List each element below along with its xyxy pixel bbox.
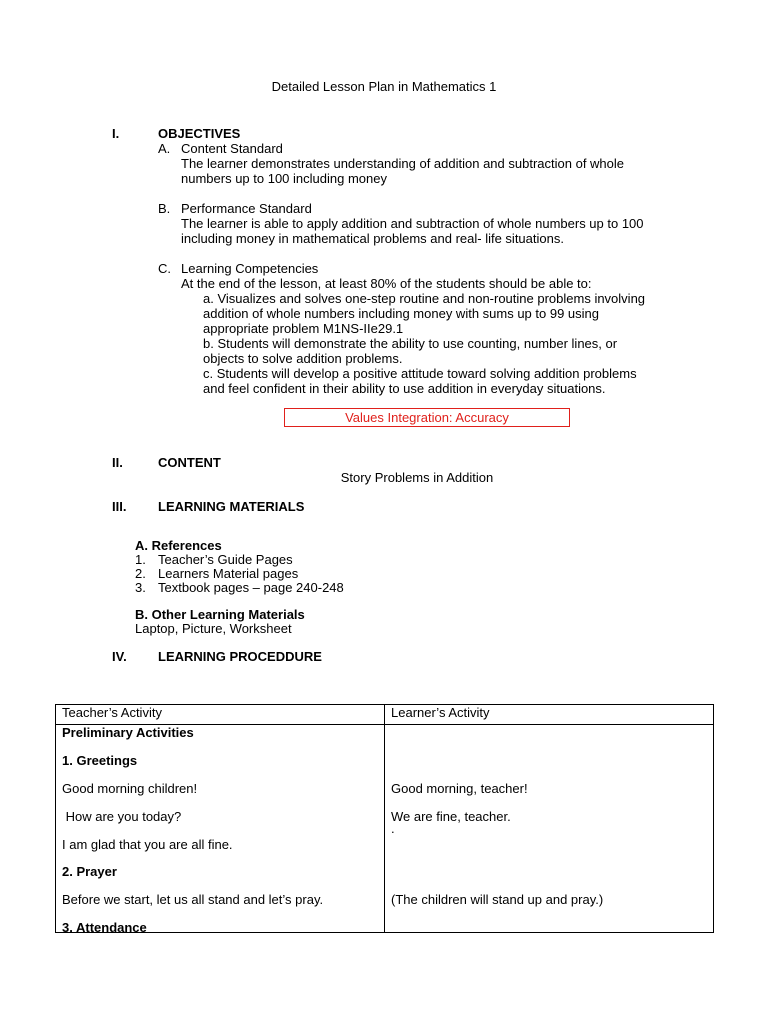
competency-b-line2: objects to solve addition problems. — [203, 351, 403, 366]
other-materials-title: B. Other Learning Materials — [135, 607, 305, 622]
reference-num-2: 2. — [135, 566, 146, 581]
learner-activity-cell — [385, 725, 714, 933]
performance-standard-line1: The learner is able to apply addition and subtraction of whole numbers up to 100 — [181, 216, 644, 231]
competencies-intro: At the end of the lesson, at least 80% of the students should be able to: — [181, 276, 592, 291]
values-integration-box: Values Integration: Accuracy — [284, 408, 570, 427]
objectives-heading: OBJECTIVES — [158, 126, 241, 141]
competency-a-line2: addition of whole numbers including money with sums up to 99 using — [203, 306, 600, 321]
procedure-table — [55, 704, 714, 933]
teacher-glad: I am glad that you are all fine. — [62, 837, 233, 852]
attendance-label: 3. Attendance — [62, 920, 147, 935]
competency-a-line3: appropriate problem M1NS-IIe29.1 — [203, 321, 404, 336]
section-numeral-4: IV. — [112, 649, 127, 664]
reference-item-1: Teacher’s Guide Pages — [158, 552, 293, 567]
teacher-how-are-you: How are you today? — [62, 809, 182, 824]
learner-dot: . — [391, 821, 395, 836]
reference-item-3: Textbook pages – page 240-248 — [158, 580, 344, 595]
materials-heading: LEARNING MATERIALS — [158, 499, 305, 514]
content-standard-title: Content Standard — [181, 141, 283, 156]
other-materials-text: Laptop, Picture, Worksheet — [135, 621, 292, 636]
reference-num-3: 3. — [135, 580, 146, 595]
competency-c-line1: c. Students will develop a positive attitude toward solving addition problems — [203, 366, 637, 381]
teacher-good-morning: Good morning children! — [62, 781, 198, 796]
competency-c-line2: and feel confident in their ability to use addition in everyday situations. — [203, 381, 606, 396]
section-numeral-2: II. — [112, 455, 123, 470]
performance-standard-label: B. — [158, 201, 171, 216]
section-numeral-3: III. — [112, 499, 127, 514]
content-standard-line2: numbers up to 100 including money — [181, 171, 387, 186]
competencies-title: Learning Competencies — [181, 261, 319, 276]
content-topic: Story Problems in Addition — [340, 470, 494, 485]
section-numeral-1: I. — [112, 126, 120, 141]
learner-pray: (The children will stand up and pray.) — [391, 892, 604, 907]
content-standard-line1: The learner demonstrates understanding of addition and subtraction of whole — [181, 156, 625, 171]
performance-standard-line2: including money in mathematical problems and real- life situations. — [181, 231, 564, 246]
competency-a-line1: a. Visualizes and solves one-step routine and non-routine problems involving — [203, 291, 646, 306]
teacher-activity-header: Teacher’s Activity — [56, 705, 385, 725]
preliminary-activities-label: Preliminary Activities — [62, 725, 194, 740]
greetings-label: 1. Greetings — [62, 753, 138, 768]
content-heading: CONTENT — [158, 455, 221, 470]
teacher-pray: Before we start, let us all stand and let’s pray. — [62, 892, 324, 907]
prayer-label: 2. Prayer — [62, 864, 117, 879]
reference-num-1: 1. — [135, 552, 146, 567]
reference-item-2: Learners Material pages — [158, 566, 299, 581]
learner-activity-header: Learner’s Activity — [385, 705, 714, 725]
competencies-label: C. — [158, 261, 171, 276]
procedure-heading: LEARNING PROCEDDURE — [158, 649, 322, 664]
performance-standard-title: Performance Standard — [181, 201, 312, 216]
document-title: Detailed Lesson Plan in Mathematics 1 — [271, 79, 497, 94]
learner-fine: We are fine, teacher. — [391, 809, 511, 824]
content-standard-label: A. — [158, 141, 171, 156]
competency-b-line1: b. Students will demonstrate the ability to use counting, number lines, or — [203, 336, 618, 351]
learner-good-morning: Good morning, teacher! — [391, 781, 528, 796]
references-title: A. References — [135, 538, 222, 553]
teacher-activity-cell — [56, 725, 385, 933]
